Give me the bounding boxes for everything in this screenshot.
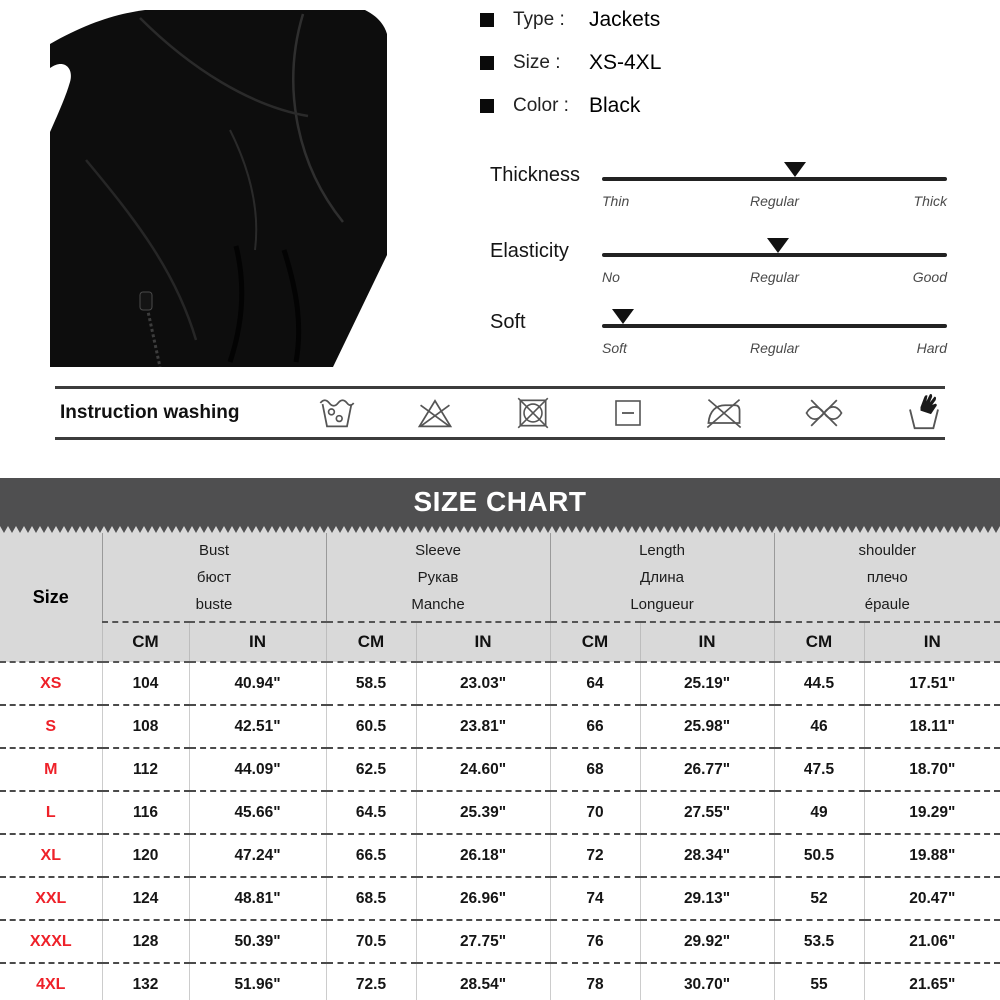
value-cell: 27.55" xyxy=(640,791,774,834)
value-cell: 44.09" xyxy=(189,748,326,791)
value-cell: 18.11" xyxy=(864,705,1000,748)
square-bullet-icon xyxy=(480,99,494,113)
unit-header-in: IN xyxy=(189,622,326,662)
shoulder-column-group xyxy=(774,533,1000,622)
value-cell: 62.5 xyxy=(326,748,416,791)
value-cell: 48.81" xyxy=(189,877,326,920)
size-label: Size : xyxy=(513,52,561,73)
washing-label: Instruction washing xyxy=(60,402,240,423)
value-cell: 64.5 xyxy=(326,791,416,834)
detail-row-color xyxy=(470,90,1000,122)
value-cell: 120 xyxy=(102,834,189,877)
hand-wash-icon xyxy=(903,392,945,434)
value-cell: 104 xyxy=(102,662,189,705)
value-cell: 25.19" xyxy=(640,662,774,705)
size-cell: XS xyxy=(0,662,102,705)
group-line: buste xyxy=(195,595,233,613)
washing-icons xyxy=(317,392,945,434)
soft-label: Soft xyxy=(490,311,526,333)
value-cell: 47.5 xyxy=(774,748,864,791)
table-row-m xyxy=(0,748,1000,791)
unit-header-row xyxy=(0,622,1000,662)
value-cell: 68 xyxy=(550,748,640,791)
size-cell: XL xyxy=(0,834,102,877)
value-cell: 47.24" xyxy=(189,834,326,877)
tick-max: Hard xyxy=(916,340,947,356)
group-line: Bust xyxy=(199,541,230,559)
group-line: Length xyxy=(639,541,685,559)
value-cell: 45.66" xyxy=(189,791,326,834)
elasticity-ticks xyxy=(602,269,947,289)
value-cell: 64 xyxy=(550,662,640,705)
thickness-label: Thickness xyxy=(490,164,581,186)
unit-header-cm: CM xyxy=(326,622,416,662)
size-cell: S xyxy=(0,705,102,748)
table-row-s xyxy=(0,705,1000,748)
unit-header-cm: CM xyxy=(774,622,864,662)
elasticity-marker-icon xyxy=(767,238,789,253)
value-cell: 51.96" xyxy=(189,963,326,1000)
value-cell: 26.96" xyxy=(416,877,550,920)
thickness-slider xyxy=(470,150,1000,225)
detail-row-type xyxy=(470,4,1000,36)
size-cell: 4XL xyxy=(0,963,102,1000)
value-cell: 58.5 xyxy=(326,662,416,705)
value-cell: 28.54" xyxy=(416,963,550,1000)
value-cell: 108 xyxy=(102,705,189,748)
unit-header-in: IN xyxy=(640,622,774,662)
group-header-row xyxy=(0,533,1000,622)
value-cell: 124 xyxy=(102,877,189,920)
value-cell: 72 xyxy=(550,834,640,877)
sleeve-column-group xyxy=(326,533,550,622)
square-bullet-icon xyxy=(480,13,494,27)
tick-max: Good xyxy=(912,269,947,285)
value-cell: 50.5 xyxy=(774,834,864,877)
size-chart-title-bar xyxy=(0,478,1000,526)
value-cell: 70 xyxy=(550,791,640,834)
value-cell: 55 xyxy=(774,963,864,1000)
elasticity-slider xyxy=(470,226,1000,301)
tick-min: No xyxy=(602,269,620,285)
size-value: XS-4XL xyxy=(589,51,662,74)
size-chart-title: SIZE CHART xyxy=(413,486,587,517)
group-line: плечо xyxy=(866,568,908,586)
group-line: épaule xyxy=(864,595,910,613)
value-cell: 70.5 xyxy=(326,920,416,963)
value-cell: 40.94" xyxy=(189,662,326,705)
value-cell: 23.03" xyxy=(416,662,550,705)
value-cell: 25.98" xyxy=(640,705,774,748)
value-cell: 21.06" xyxy=(864,920,1000,963)
value-cell: 53.5 xyxy=(774,920,864,963)
thickness-track xyxy=(602,177,947,181)
size-chart xyxy=(0,478,1000,1000)
color-value: Black xyxy=(589,94,641,117)
group-line: Sleeve xyxy=(415,541,461,559)
elasticity-track xyxy=(602,253,947,257)
thickness-ticks xyxy=(602,193,947,213)
length-column-group xyxy=(550,533,774,622)
value-cell: 25.39" xyxy=(416,791,550,834)
unit-header-in: IN xyxy=(864,622,1000,662)
machine-wash-icon xyxy=(317,393,357,433)
group-line: Longueur xyxy=(630,595,694,613)
tick-max: Thick xyxy=(913,193,947,209)
size-table xyxy=(0,533,1000,1000)
tick-min: Thin xyxy=(602,193,630,209)
value-cell: 49 xyxy=(774,791,864,834)
do-not-wring-icon xyxy=(803,392,845,434)
ruler-sawtooth-edge xyxy=(0,526,1000,533)
value-cell: 24.60" xyxy=(416,748,550,791)
value-cell: 28.34" xyxy=(640,834,774,877)
product-details xyxy=(470,4,1000,133)
value-cell: 27.75" xyxy=(416,920,550,963)
value-cell: 78 xyxy=(550,963,640,1000)
detail-row-size xyxy=(470,47,1000,79)
value-cell: 19.88" xyxy=(864,834,1000,877)
value-cell: 132 xyxy=(102,963,189,1000)
unit-header-cm: CM xyxy=(550,622,640,662)
soft-ticks xyxy=(602,340,947,360)
value-cell: 19.29" xyxy=(864,791,1000,834)
group-line: shoulder xyxy=(858,541,917,559)
size-cell: L xyxy=(0,791,102,834)
value-cell: 112 xyxy=(102,748,189,791)
value-cell: 72.5 xyxy=(326,963,416,1000)
value-cell: 30.70" xyxy=(640,963,774,1000)
value-cell: 26.18" xyxy=(416,834,550,877)
tick-mid: Regular xyxy=(749,193,800,209)
value-cell: 68.5 xyxy=(326,877,416,920)
do-not-tumble-dry-icon xyxy=(514,394,552,432)
do-not-bleach-icon xyxy=(415,393,455,433)
table-row-xl xyxy=(0,834,1000,877)
value-cell: 66 xyxy=(550,705,640,748)
type-value: Jackets xyxy=(589,8,661,31)
value-cell: 17.51" xyxy=(864,662,1000,705)
type-label: Type : xyxy=(513,9,565,30)
value-cell: 74 xyxy=(550,877,640,920)
group-line: Рукав xyxy=(417,568,459,586)
table-row-xs xyxy=(0,662,1000,705)
value-cell: 46 xyxy=(774,705,864,748)
value-cell: 18.70" xyxy=(864,748,1000,791)
group-line: бюст xyxy=(196,568,232,586)
value-cell: 42.51" xyxy=(189,705,326,748)
size-column-header: Size xyxy=(0,533,102,662)
value-cell: 50.39" xyxy=(189,920,326,963)
value-cell: 29.13" xyxy=(640,877,774,920)
washing-instructions xyxy=(55,386,945,440)
bust-column-group xyxy=(102,533,326,622)
dry-flat-icon xyxy=(610,395,646,431)
table-row-xxxl xyxy=(0,920,1000,963)
size-cell: XXXL xyxy=(0,920,102,963)
value-cell: 29.92" xyxy=(640,920,774,963)
table-row-4xl xyxy=(0,963,1000,1000)
unit-header-cm: CM xyxy=(102,622,189,662)
elasticity-label: Elasticity xyxy=(490,240,569,262)
table-row-l xyxy=(0,791,1000,834)
value-cell: 60.5 xyxy=(326,705,416,748)
product-photo xyxy=(50,10,387,367)
thickness-marker-icon xyxy=(784,162,806,177)
soft-marker-icon xyxy=(612,309,634,324)
do-not-iron-icon xyxy=(704,393,744,433)
group-line: Manche xyxy=(411,595,465,613)
square-bullet-icon xyxy=(480,56,494,70)
value-cell: 76 xyxy=(550,920,640,963)
value-cell: 128 xyxy=(102,920,189,963)
soft-slider xyxy=(470,297,1000,372)
value-cell: 20.47" xyxy=(864,877,1000,920)
tick-mid: Regular xyxy=(749,340,800,356)
value-cell: 52 xyxy=(774,877,864,920)
value-cell: 23.81" xyxy=(416,705,550,748)
value-cell: 21.65" xyxy=(864,963,1000,1000)
unit-header-in: IN xyxy=(416,622,550,662)
soft-track xyxy=(602,324,947,328)
tick-mid: Regular xyxy=(749,269,800,285)
table-row-xxl xyxy=(0,877,1000,920)
value-cell: 44.5 xyxy=(774,662,864,705)
value-cell: 26.77" xyxy=(640,748,774,791)
tick-min: Soft xyxy=(602,340,627,356)
size-cell: XXL xyxy=(0,877,102,920)
color-label: Color : xyxy=(513,95,569,116)
group-line: Длина xyxy=(640,568,684,586)
size-cell: M xyxy=(0,748,102,791)
value-cell: 116 xyxy=(102,791,189,834)
value-cell: 66.5 xyxy=(326,834,416,877)
